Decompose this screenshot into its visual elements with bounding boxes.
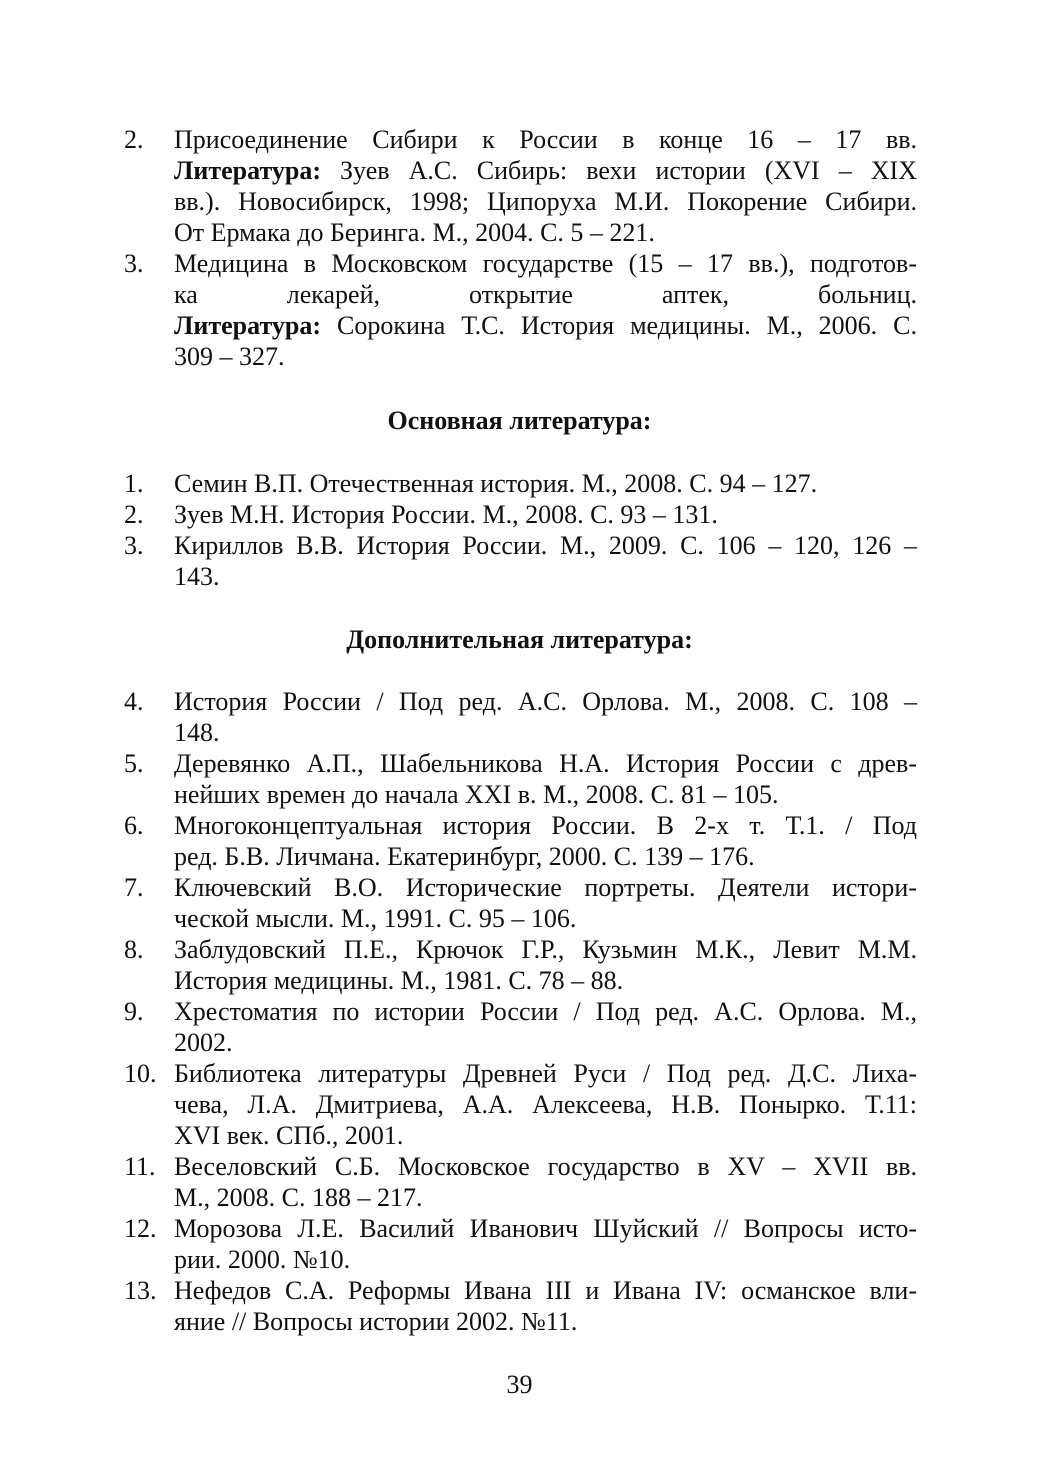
additional-literature-item — [124, 1058, 917, 1151]
text-line: нейших времен до начала XXI в. М., 2008. С. 81 – 105. — [174, 780, 779, 809]
text-line: Хрестоматия по истории России / Под ред. А.С. Орлова. М., — [174, 997, 917, 1026]
main-literature-heading: Основная литература: — [387, 406, 652, 435]
item-text — [174, 934, 917, 996]
additional-literature-item — [124, 872, 917, 934]
text-line: Нефедов С.А. Реформы Ивана III и Ивана IV: османское вли- — [174, 1276, 917, 1305]
main-literature-item — [124, 468, 917, 499]
text-line: Деревянко А.П., Шабельникова Н.А. История России с древ- — [174, 749, 917, 778]
text-line: ред. Б.В. Личмана. Екатеринбург, 2000. С. 139 – 176. — [174, 842, 755, 871]
literature-line: От Ермака до Беринга. М., 2004. С. 5 – 221. — [174, 218, 655, 247]
text-line: Заблудовский П.Е., Крючок Г.Р., Кузьмин М.К., Левит М.М. — [174, 935, 917, 964]
text-line: История России / Под ред. А.С. Орлова. М., 2008. С. 108 – — [174, 687, 917, 716]
topic-item — [124, 248, 917, 372]
item-text — [174, 530, 917, 592]
additional-literature-item — [124, 1213, 917, 1275]
additional-literature-item — [124, 934, 917, 996]
text-line: чева, Л.А. Дмитриева, А.А. Алексеева, Н.В. Понырко. Т.11: — [174, 1090, 917, 1119]
literature-label: Литература: — [174, 156, 321, 185]
literature-text: Сорокина Т.С. История медицины. М., 2006. С. — [321, 311, 917, 340]
topic-item — [124, 124, 917, 248]
topic-list — [124, 124, 917, 372]
main-literature-item — [124, 499, 917, 530]
additional-literature-heading: Дополнительная литература: — [346, 625, 693, 654]
item-number: 2. — [124, 500, 144, 529]
item-text — [174, 248, 917, 372]
text-line: Морозова Л.Е. Василий Иванович Шуйский // Вопросы исто- — [174, 1214, 917, 1243]
text-line: Присоединение Сибири к России в конце 16 – 17 вв. — [174, 125, 917, 154]
text-line: ка лекарей, открытие аптек, больниц. — [174, 280, 917, 309]
text-line: Веселовский С.Б. Московское государство в XV – XVII вв. — [174, 1152, 917, 1181]
additional-literature-list — [124, 686, 917, 1337]
item-number: 3. — [124, 531, 144, 560]
item-number: 10. — [124, 1059, 157, 1088]
text-line: яние // Вопросы истории 2002. №11. — [174, 1307, 578, 1336]
item-text — [174, 1058, 917, 1151]
literature-text: Зуев А.С. Сибирь: вехи истории (XVI – XIX — [321, 156, 917, 185]
text-line: Медицина в Московском государстве (15 – 17 вв.), подготов- — [174, 249, 917, 278]
text-line: 2002. — [174, 1028, 233, 1057]
text-line: 143. — [174, 562, 220, 591]
item-text — [174, 686, 917, 748]
text-line: Зуев М.Н. История России. М., 2008. С. 93 – 131. — [174, 500, 718, 529]
text-line: XVI век. СПб., 2001. — [174, 1121, 404, 1150]
item-number: 12. — [124, 1214, 157, 1243]
item-number: 13. — [124, 1276, 157, 1305]
additional-literature-item — [124, 1275, 917, 1337]
text-line: Многоконцептуальная история России. В 2-х т. Т.1. / Под — [174, 811, 917, 840]
item-number: 2. — [124, 125, 144, 154]
additional-literature-item — [124, 1151, 917, 1213]
literature-line — [174, 155, 917, 186]
text-line: рии. 2000. №10. — [174, 1245, 351, 1274]
text-line: Кириллов В.В. История России. М., 2009. С. 106 – 120, 126 – — [174, 531, 917, 560]
main-literature-item — [124, 530, 917, 592]
item-number: 1. — [124, 469, 144, 498]
page-number: 39 — [506, 1370, 533, 1399]
additional-literature-item — [124, 810, 917, 872]
literature-label: Литература: — [174, 311, 321, 340]
main-literature-list — [124, 468, 917, 592]
item-text — [174, 1213, 917, 1275]
text-line: Ключевский В.О. Исторические портреты. Деятели истори- — [174, 873, 917, 902]
item-number: 11. — [124, 1152, 156, 1181]
additional-literature-item — [124, 996, 917, 1058]
item-text — [174, 499, 917, 530]
item-number: 6. — [124, 811, 144, 840]
text-line: ческой мысли. М., 1991. С. 95 – 106. — [174, 904, 577, 933]
item-text — [174, 468, 917, 499]
additional-literature-item — [124, 748, 917, 810]
text-line: М., 2008. С. 188 – 217. — [174, 1183, 423, 1212]
item-text — [174, 996, 917, 1058]
item-number: 3. — [124, 249, 144, 278]
item-text — [174, 872, 917, 934]
item-number: 7. — [124, 873, 144, 902]
item-text — [174, 124, 917, 248]
text-line: Семин В.П. Отечественная история. М., 2008. С. 94 – 127. — [174, 469, 818, 498]
item-number: 4. — [124, 687, 144, 716]
item-text — [174, 810, 917, 872]
item-text — [174, 748, 917, 810]
literature-line: вв.). Новосибирск, 1998; Ципоруха М.И. Покорение Сибири. — [174, 187, 917, 216]
item-text — [174, 1151, 917, 1213]
text-line: История медицины. М., 1981. С. 78 – 88. — [174, 966, 624, 995]
literature-line — [174, 310, 917, 341]
text-line: 148. — [174, 718, 220, 747]
additional-literature-item — [124, 686, 917, 748]
literature-line: 309 – 327. — [174, 342, 285, 371]
text-line: Библиотека литературы Древней Руси / Под ред. Д.С. Лиха- — [174, 1059, 917, 1088]
item-number: 8. — [124, 935, 144, 964]
item-text — [174, 1275, 917, 1337]
item-number: 9. — [124, 997, 144, 1026]
item-number: 5. — [124, 749, 144, 778]
